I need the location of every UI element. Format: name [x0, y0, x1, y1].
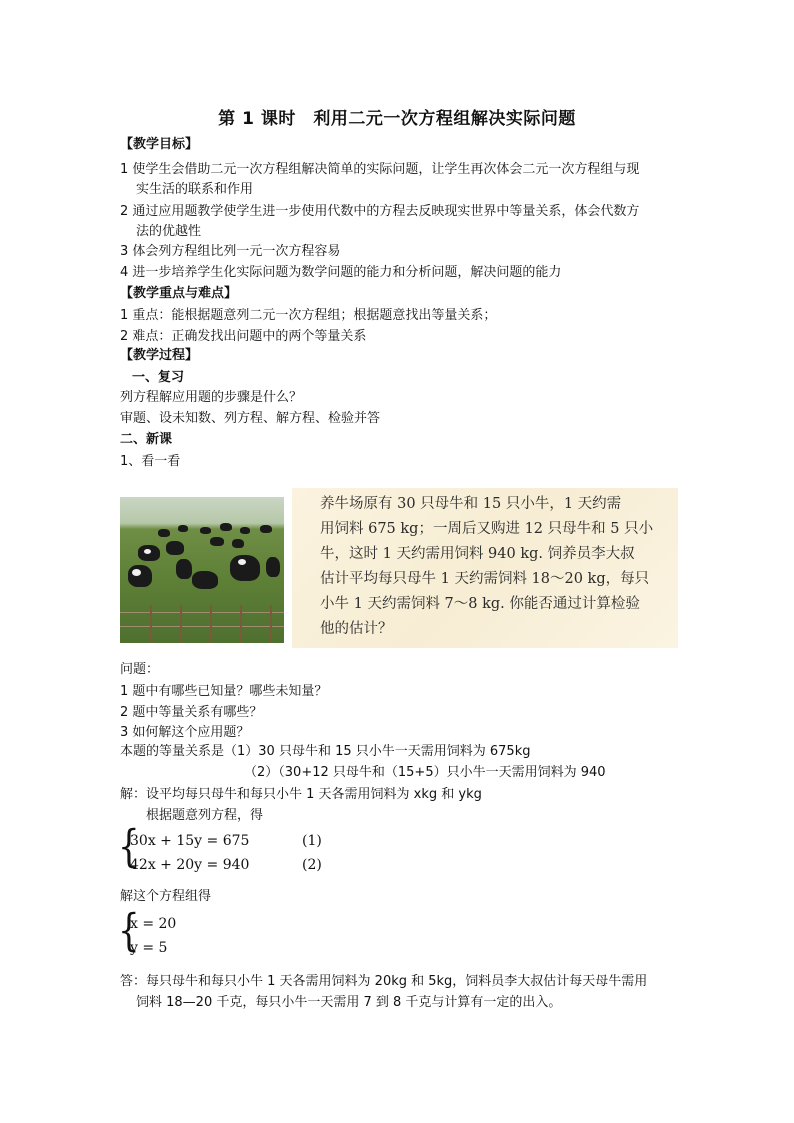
section-heading-goals: 【教学目标】 [120, 137, 199, 152]
section-heading-process: 【教学过程】 [120, 348, 199, 363]
answer-line: 饲料 18—20 千克，每只小牛一天需用 7 到 8 千克与计算有一定的出入。 [136, 995, 562, 1010]
key-point-line: 1 重点：能根据题意列二元一次方程组；根据题意找出等量关系； [120, 308, 497, 323]
relation-line: 本题的等量关系是（1）30 只母牛和 15 只小牛一天需用饲料为 675kg [120, 744, 531, 759]
question-line: 3 如何解这个应用题？ [120, 725, 250, 740]
questions-heading: 问题： [120, 662, 160, 677]
goal-line: 1 使学生会借助二元一次方程组解决简单的实际问题，让学生再次体会二元一次方程组与现 [120, 162, 640, 177]
question-line: 1 题中有哪些已知量？哪些未知量？ [120, 684, 328, 699]
problem-text-line: 用饲料 675 kg；一周后又购进 12 只母牛和 5 只小 [320, 521, 654, 537]
problem-text-line: 估计平均每只母牛 1 天约需饲料 18～20 kg，每只 [320, 571, 650, 587]
cattle-farm-photo [120, 497, 284, 643]
problem-text-box [292, 488, 678, 648]
solve-text: 解这个方程组得 [120, 889, 212, 904]
goal-line: 3 体会列方程组比列一元一次方程容易 [120, 244, 341, 259]
goal-line: 4 进一步培养学生化实际问题为数学问题的能力和分析问题，解决问题的能力 [120, 265, 562, 280]
equation-2-tag: (2) [302, 857, 322, 873]
solution-y: y = 5 [130, 940, 168, 956]
problem-text-line: 牛，这时 1 天约需用饲料 940 kg. 饲养员李大叔 [320, 546, 635, 562]
equation-2: 42x + 20y = 940 [130, 857, 250, 873]
look-label: 1、看一看 [120, 454, 181, 469]
solution-line: 根据题意列方程，得 [146, 808, 264, 823]
page-title: 第 1 课时 利用二元一次方程组解决实际问题 [218, 109, 576, 129]
goal-line: 2 通过应用题教学使学生进一步使用代数中的方程去反映现实世界中等量关系，体会代数方 [120, 204, 640, 219]
subheading-new-lesson: 二、新课 [120, 432, 173, 447]
solution-x: x = 20 [130, 916, 177, 932]
equation-1-tag: (1) [302, 833, 322, 849]
answer-line: 答：每只母牛和每只小牛 1 天各需用饲料为 20kg 和 5kg，饲料员李大叔估计每天母牛需用 [120, 974, 648, 989]
problem-text-line: 养牛场原有 30 只母牛和 15 只小牛，1 天约需 [320, 496, 622, 512]
problem-text-line: 小牛 1 天约需饲料 7～8 kg. 你能否通过计算检验 [320, 596, 640, 612]
goal-line: 法的优越性 [136, 224, 202, 239]
section-heading-key-points: 【教学重点与难点】 [120, 286, 238, 301]
problem-text-line: 他的估计？ [320, 621, 393, 637]
question-line: 2 题中等量关系有哪些？ [120, 705, 263, 720]
subheading-review: 一、复习 [132, 370, 185, 385]
solution-line: 解：设平均每只母牛和每只小牛 1 天各需用饲料为 xkg 和 ykg [120, 787, 482, 802]
relation-line: （2）（30+12 只母牛和（15+5）只小牛一天需用饲料为 940 [244, 765, 606, 780]
equation-1: 30x + 15y = 675 [130, 833, 250, 849]
review-line: 审题、设未知数、列方程、解方程、检验并答 [120, 411, 381, 426]
goal-line: 实生活的联系和作用 [136, 182, 254, 197]
review-line: 列方程解应用题的步骤是什么？ [120, 390, 303, 405]
brace-symbol: { [118, 905, 140, 957]
brace-symbol: { [118, 821, 140, 873]
key-point-line: 2 难点：正确发找出问题中的两个等量关系 [120, 329, 367, 344]
